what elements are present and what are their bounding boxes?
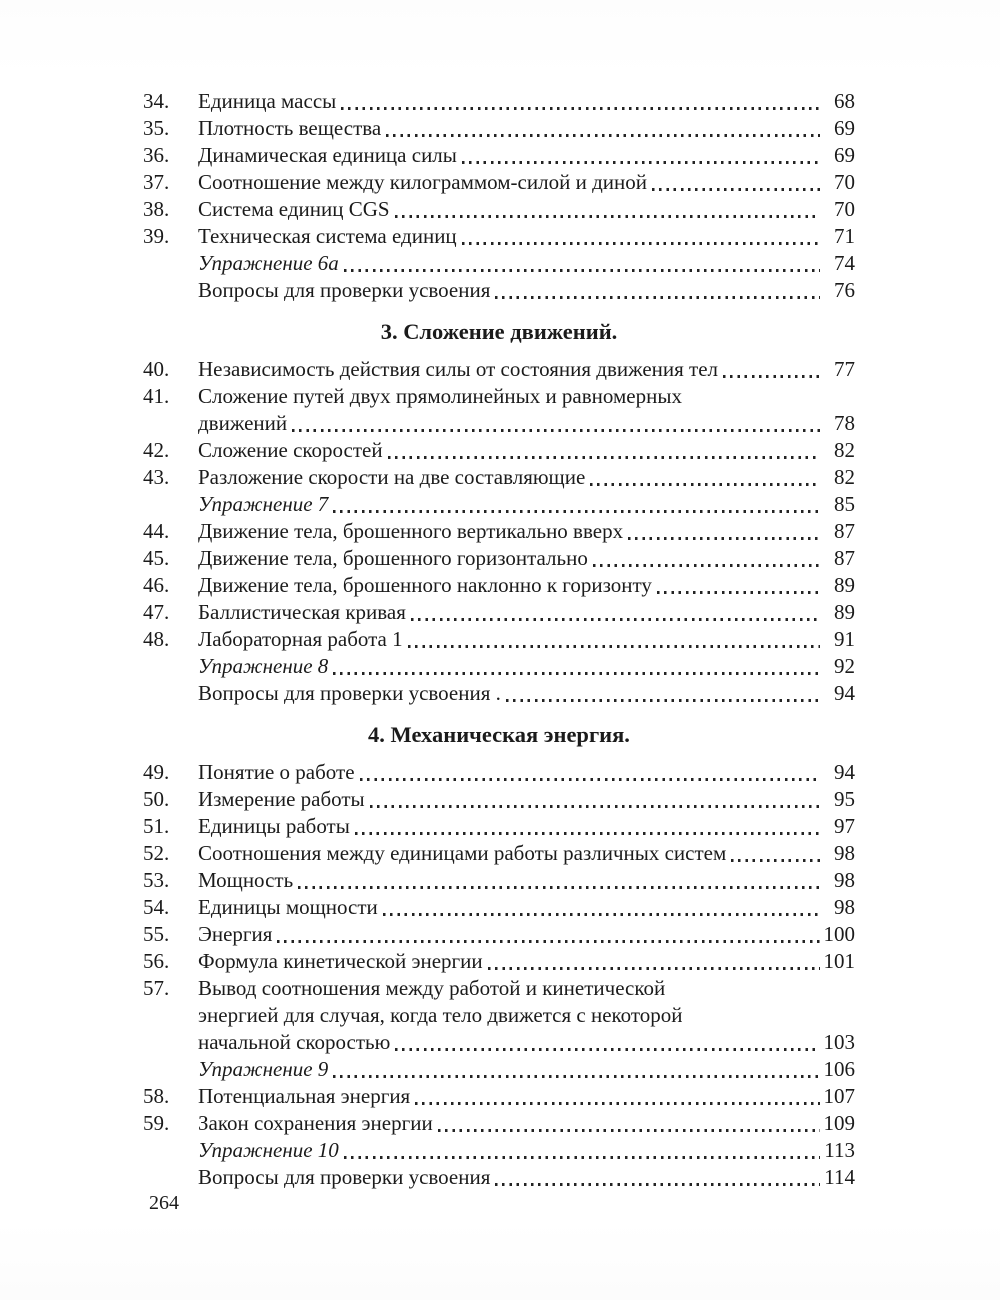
dot-leader (355, 832, 820, 835)
dot-leader (395, 1048, 820, 1051)
dot-leader (395, 215, 820, 218)
toc-entry-line (143, 491, 855, 518)
toc-entry-line (143, 1137, 855, 1164)
toc-entry-title: Баллистическая кривая (198, 600, 406, 624)
toc-entry-title: Лабораторная работа 1 (198, 627, 403, 651)
dot-leader (731, 859, 820, 862)
toc-entry-page: 94 (834, 760, 855, 784)
toc-entry-page: 82 (834, 465, 855, 489)
toc-entry-page: 98 (834, 895, 855, 919)
toc-entry-title: Упражнение 8 (198, 654, 329, 678)
dot-leader (495, 1183, 820, 1186)
toc-entry-number: 53. (143, 868, 170, 892)
toc-entry-title: Плотность вещества (198, 116, 382, 140)
dot-leader (590, 483, 820, 486)
dot-leader (333, 1075, 820, 1078)
toc-entry-line (143, 545, 855, 572)
toc-entry-line (143, 599, 855, 626)
toc-entry-title: Измерение работы (198, 787, 365, 811)
toc-entry-line (143, 948, 855, 975)
dot-leader (344, 269, 820, 272)
toc-entry-line (143, 437, 855, 464)
toc-entry-line (143, 626, 855, 653)
toc-entry-title: Единицы мощности (198, 895, 378, 919)
toc-entry-number: 38. (143, 197, 170, 221)
toc-entry-number: 59. (143, 1111, 170, 1135)
toc-entry-line (143, 867, 855, 894)
toc-entry-title: начальной скоростью (198, 1030, 391, 1054)
toc-entry-line (143, 1110, 855, 1137)
toc-entry-page: 78 (834, 411, 855, 435)
toc-entry-title: Динамическая единица силы (198, 143, 457, 167)
toc-entry-number: 43. (143, 465, 170, 489)
toc-entry-page: 82 (834, 438, 855, 462)
dot-leader (462, 242, 820, 245)
toc-entry-page: 85 (834, 492, 855, 516)
dot-leader (388, 456, 820, 459)
toc-entry-title: Упражнение 6а (198, 251, 339, 275)
toc-entry-title: Разложение скорости на две составляющие (198, 465, 586, 489)
toc-entry-number: 46. (143, 573, 170, 597)
toc-entry-line (143, 142, 855, 169)
toc-entry-title: Закон сохранения энергии (198, 1111, 433, 1135)
dot-leader (298, 886, 820, 889)
toc-entry-number: 56. (143, 949, 170, 973)
dot-leader (723, 375, 820, 378)
toc-entry-number: 41. (143, 384, 170, 408)
toc-entry-title: Движение тела, брошенного наклонно к горизонту (198, 573, 652, 597)
toc-entry-page: 87 (834, 546, 855, 570)
toc-entry-title: Движение тела, брошенного вертикально вверх (198, 519, 624, 543)
toc-entry-number: 44. (143, 519, 170, 543)
toc-entry-page: 95 (834, 787, 855, 811)
toc-entry-page: 97 (834, 814, 855, 838)
toc-entry-line (143, 572, 855, 599)
toc-list (143, 88, 855, 1191)
toc-entry-title: Вопросы для проверки усвоения (198, 278, 491, 302)
toc-entry-page: 98 (834, 868, 855, 892)
toc-entry-page: 92 (834, 654, 855, 678)
dot-leader (408, 645, 820, 648)
dot-leader (333, 672, 820, 675)
toc-entry-title: Единица массы (198, 89, 337, 113)
toc-entry-number: 48. (143, 627, 170, 651)
toc-entry-page: 89 (834, 600, 855, 624)
dot-leader (344, 1156, 820, 1159)
toc-entry-line (143, 759, 855, 786)
toc-entry-line (143, 464, 855, 491)
toc-entry-line (143, 410, 855, 437)
toc-entry-page: 70 (834, 170, 855, 194)
toc-entry-number: 55. (143, 922, 170, 946)
toc-entry-number: 36. (143, 143, 170, 167)
toc-entry-line (143, 894, 855, 921)
toc-entry-number: 35. (143, 116, 170, 140)
toc-entry-title: Единицы работы (198, 814, 350, 838)
toc-entry-number: 57. (143, 976, 170, 1000)
dot-leader (333, 510, 820, 513)
toc-entry-page: 87 (834, 519, 855, 543)
toc-entry-title: Энергия (198, 922, 273, 946)
toc-entry-page: 98 (834, 841, 855, 865)
page-number: 264 (149, 1192, 179, 1214)
toc-entry-number: 51. (143, 814, 170, 838)
toc-entry-title: Понятие о работе (198, 760, 355, 784)
toc-entry-page: 101 (823, 949, 855, 973)
toc-entry-line (143, 680, 855, 707)
toc-entry-page: 91 (834, 627, 855, 651)
toc-entry-line (143, 975, 855, 1002)
toc-entry-title: Сложение путей двух прямолинейных и равномерных (198, 384, 682, 408)
dot-leader (383, 913, 820, 916)
toc-entry-title: движений (198, 411, 288, 435)
toc-entry-page: 114 (824, 1165, 855, 1189)
toc-entry-line (143, 383, 855, 410)
toc-entry-line (143, 921, 855, 948)
toc-entry-page: 109 (823, 1111, 855, 1135)
toc-entry-line (143, 277, 855, 304)
dot-leader (593, 564, 820, 567)
dot-leader (652, 188, 820, 191)
toc-entry-page: 100 (823, 922, 855, 946)
toc-entry-title: Вопросы для проверки усвоения (198, 1165, 491, 1189)
toc-entry-title: Мощность (198, 868, 294, 892)
toc-entry-title: Формула кинетической энергии (198, 949, 483, 973)
toc-entry-title: Упражнение 10 (198, 1138, 339, 1162)
toc-entry-line (143, 1029, 855, 1056)
toc-entry-title: Соотношение между килограммом-силой и диной (198, 170, 647, 194)
toc-entry-title: Соотношения между единицами работы различных систем (198, 841, 727, 865)
toc-entry-page: 76 (834, 278, 855, 302)
toc-entry-number: 58. (143, 1084, 170, 1108)
toc-entry-number: 45. (143, 546, 170, 570)
dot-leader (506, 699, 820, 702)
toc-entry-title: Упражнение 7 (198, 492, 329, 516)
toc-entry-title: Потенциальная энергия (198, 1084, 411, 1108)
toc-entry-line (143, 786, 855, 813)
toc-entry-page: 69 (834, 143, 855, 167)
dot-leader (495, 296, 820, 299)
toc-entry-line (143, 88, 855, 115)
toc-entry-line (143, 653, 855, 680)
toc-entry-title: Техническая система единиц (198, 224, 457, 248)
toc-entry-number: 34. (143, 89, 170, 113)
toc-entry-page: 71 (834, 224, 855, 248)
toc-entry-line (143, 1164, 855, 1191)
dot-leader (341, 107, 820, 110)
dot-leader (415, 1102, 820, 1105)
toc-entry-page: 106 (823, 1057, 855, 1081)
toc-entry-number: 37. (143, 170, 170, 194)
toc-entry-number: 49. (143, 760, 170, 784)
toc-entry-page: 113 (824, 1138, 855, 1162)
toc-entry-page: 70 (834, 197, 855, 221)
toc-entry-page: 69 (834, 116, 855, 140)
toc-entry-number: 52. (143, 841, 170, 865)
section-heading: 3. Сложение движений. (380, 319, 618, 344)
toc-entry-number: 54. (143, 895, 170, 919)
toc-entry-line (143, 196, 855, 223)
dot-leader (462, 161, 820, 164)
toc-entry-title: Система единиц CGS (198, 197, 390, 221)
toc-entry-number: 42. (143, 438, 170, 462)
toc-entry-line (143, 840, 855, 867)
dot-leader (488, 967, 820, 970)
toc-entry-line (143, 250, 855, 277)
toc-entry-line (143, 115, 855, 142)
toc-entry-page: 94 (834, 681, 855, 705)
toc-entry-title: Упражнение 9 (198, 1057, 329, 1081)
toc-entry-title: Вопросы для проверки усвоения . (198, 681, 501, 705)
toc-entry-line (143, 1056, 855, 1083)
toc-entry-title: энергией для случая, когда тело движется с некоторой (198, 1003, 683, 1027)
toc-entry-number: 39. (143, 224, 170, 248)
dot-leader (411, 618, 820, 621)
toc-entry-page: 74 (834, 251, 855, 275)
toc-entry-page: 107 (823, 1084, 855, 1108)
toc-entry-title: Независимость действия силы от состояния движения тел (198, 357, 719, 381)
toc-entry-line (143, 518, 855, 545)
toc-entry-line (143, 356, 855, 383)
toc-entry-page: 103 (823, 1030, 855, 1054)
dot-leader (370, 805, 820, 808)
toc-entry-page: 89 (834, 573, 855, 597)
toc-entry-line (143, 1002, 855, 1029)
dot-leader (277, 940, 820, 943)
toc-entry-line (143, 813, 855, 840)
dot-leader (360, 778, 820, 781)
toc-entry-number: 47. (143, 600, 170, 624)
toc-entry-line (143, 223, 855, 250)
toc-entry-title: Вывод соотношения между работой и кинетической (198, 976, 666, 1000)
dot-leader (628, 537, 820, 540)
toc-entry-title: Сложение скоростей (198, 438, 383, 462)
dot-leader (438, 1129, 820, 1132)
toc-entry-line (143, 169, 855, 196)
section-heading: 4. Механическая энергия. (368, 722, 630, 747)
toc-entry-line (143, 1083, 855, 1110)
dot-leader (657, 591, 820, 594)
toc-entry-title: Движение тела, брошенного горизонтально (198, 546, 588, 570)
toc-entry-page: 77 (834, 357, 855, 381)
toc-entry-number: 40. (143, 357, 170, 381)
toc-entry-page: 68 (834, 89, 855, 113)
toc-entry-number: 50. (143, 787, 170, 811)
dot-leader (386, 134, 820, 137)
dot-leader (292, 429, 820, 432)
